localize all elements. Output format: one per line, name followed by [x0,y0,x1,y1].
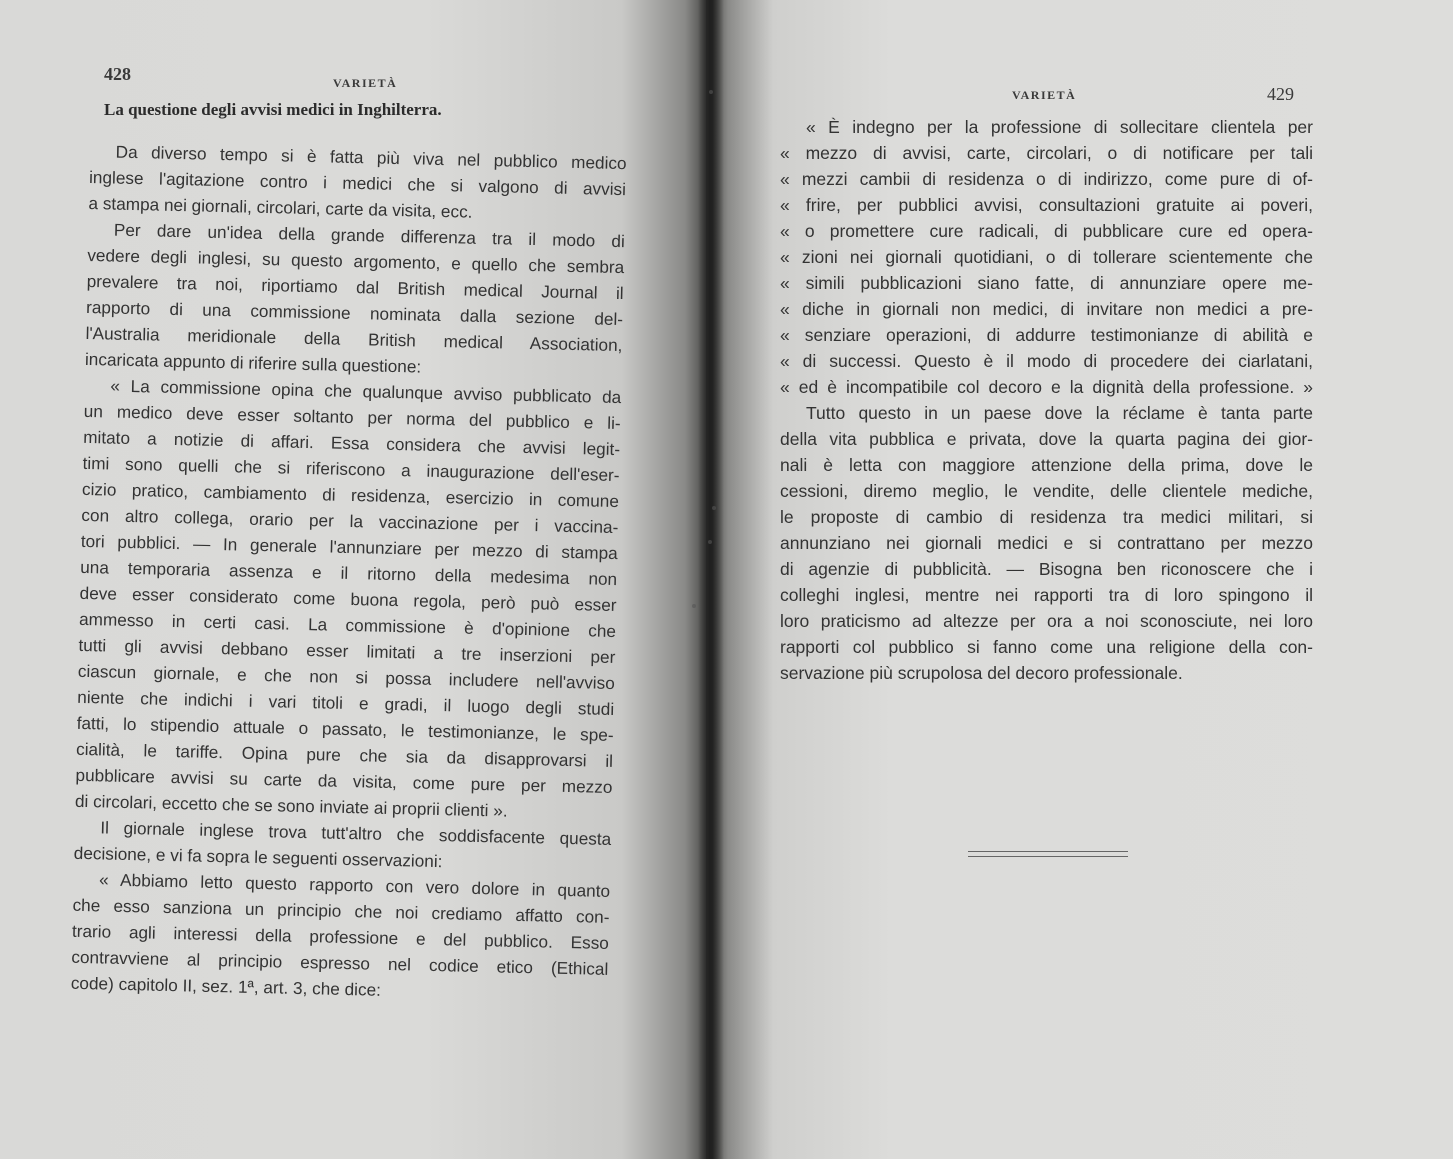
scan-speck [712,506,716,510]
text-line: « La commissione opina che qualunque avviso pubblicato da [110,375,622,408]
text-line: un medico deve esser soltanto per norma del pubblico e li- [83,400,621,434]
text-line: « mezzo di avvisi, carte, circolari, o di notificare per tali [780,143,1313,163]
text-line: contravviene al principio espresso nel codice etico (Ethical [71,946,609,979]
text-line: Il giornale inglese trova tutt'altro che soddisfacente questa [100,817,612,850]
text-line: nali è letta con maggiore attenzione della prima, dove le [780,455,1313,475]
text-line: Da diverso tempo si è fatta più viva nel pubblico medico [115,141,627,174]
running-head-right: VARIETÀ [1012,88,1077,102]
section-end-rule [968,856,1128,857]
text-line: di agenzie di pubblicità. — Bisogna ben riconoscere che i [780,559,1313,579]
text-line: loro praticismo ad altezze per ora a noi sconosciute, nei loro [780,611,1313,631]
text-line: ammesso in certi casi. La commissione è d'opinione che [78,608,617,642]
article-title: La questione degli avvisi medici in Inghilterra. [104,100,442,119]
running-head-left: VARIETÀ [333,76,398,90]
text-line: ciascun giornale, e che non si possa includere nell'avviso [77,660,615,694]
text-line: « simili pubblicazioni siano fatte, di annunziare opere me- [780,273,1313,293]
scan-speck [709,90,713,94]
text-line: « Abbiamo letto questo rapporto con vero dolore in quanto [98,869,611,901]
text-line: « senziare operazioni, di addurre testimonianze di abilità e [780,325,1313,345]
text-line: Per dare un'idea della grande differenza tra il modo di [113,219,626,252]
text-line: cialità, le tariffe. Opina pure che sia da disapprovarsi il [75,738,614,772]
text-line: trario agli interessi della professione e del pubblico. Esso [71,920,610,953]
text-line: « o promettere cure radicali, di pubblicare cure ed opera- [780,221,1313,241]
text-line: tori pubblici. — In generale l'annunziare per mezzo di stampa [80,530,618,564]
text-line: « È indegno per la professione di sollecitare clientela per [806,117,1313,137]
text-line: a stampa nei giornali, circolari, carte da visita, ecc. [88,192,473,222]
section-end-rule [968,851,1128,852]
text-line: cizio pratico, cambiamento di residenza, esercizio in comune [81,478,620,512]
text-line: di circolari, eccetto che se sono inviate ai proprii clienti ». [74,790,508,821]
text-line: niente che indichi i vari titoli e gradi, il luogo degli studi [77,686,615,720]
text-line: le proposte di cambio di residenza tra medici militari, si [780,507,1313,527]
book-gutter [698,0,724,1159]
right-page-body [780,114,1313,686]
text-line: Tutto questo in un paese dove la réclame è tanta parte [806,403,1313,423]
text-line: l'Australia meridionale della British medical Association, [85,322,623,356]
scan-speck [692,604,696,608]
text-line: colleghi inglesi, mentre nei rapporti tra di loro spingono il [780,585,1313,605]
text-line: decisione, e vi fa sopra le seguenti osservazioni: [73,842,443,872]
text-line: una temporaria assenza e il ritorno della medesima non [80,556,618,590]
text-line: annunziano nei giornali medici e si contrattano per mezzo [780,533,1313,553]
text-line: prevalere tra noi, riportiamo dal British medical Journal il [86,270,624,304]
text-line: incaricata appunto di riferire sulla questione: [84,348,422,377]
text-line: code) capitolo II, sez. 1ª, art. 3, che dice: [70,972,382,1000]
text-line: della vita pubblica e privata, dove la quarta pagina dei gior- [780,429,1313,449]
text-line: « zioni nei giornali quotidiani, o di tollerare scientemente che [780,247,1313,267]
text-line: inglese l'agitazione contro i medici che si valgono di avvisi [88,166,627,200]
text-line: « diche in giornali non medici, di invitare non medici a pre- [780,299,1313,319]
left-page-body [71,138,627,1008]
text-line: cessioni, diremo meglio, le vendite, delle clientele mediche, [780,481,1313,501]
text-line: « mezzi cambii di residenza o di indirizzo, come pure di of- [780,169,1313,189]
text-line: rapporto di una commissione nominata dalla sezione del- [85,296,624,330]
scan-speck [708,540,712,544]
text-line: che esso sanziona un principio che noi crediamo affatto con- [72,894,610,927]
text-line: pubblicare avvisi su carte da visita, come pure per mezzo [75,764,613,798]
text-line: servazione più scrupolosa del decoro professionale. [780,663,1183,683]
text-line: « frire, per pubblici avvisi, consultazioni gratuite ai poveri, [780,195,1313,215]
text-line: vedere degli inglesi, su questo argomento, e quello che sembra [87,244,625,278]
text-line: con altro collega, orario per la vaccinazione per i vaccina- [81,504,619,538]
text-line: « ed è incompatibile col decoro e la dignità della professione. » [780,377,1313,397]
text-line: deve esser considerato come buona regola, però può esser [79,582,617,616]
text-line: tutti gli avvisi debbano esser limitati a tre inserzioni per [78,634,616,668]
text-line: timi sono quelli che si riferiscono a inaugurazione dell'eser- [82,452,620,486]
text-line: fatti, lo stipendio attuale o passato, le testimonianze, le spe- [76,712,614,746]
text-line: rapporti col pubblico si fanno come una religione della con- [780,637,1313,657]
page-number-left: 428 [104,64,131,84]
page-number-right: 429 [1267,84,1294,104]
text-line: mitato a notizie di affari. Essa considera che avvisi legit- [82,426,621,460]
text-line: « di successi. Questo è il modo di procedere dei ciarlatani, [780,351,1313,371]
